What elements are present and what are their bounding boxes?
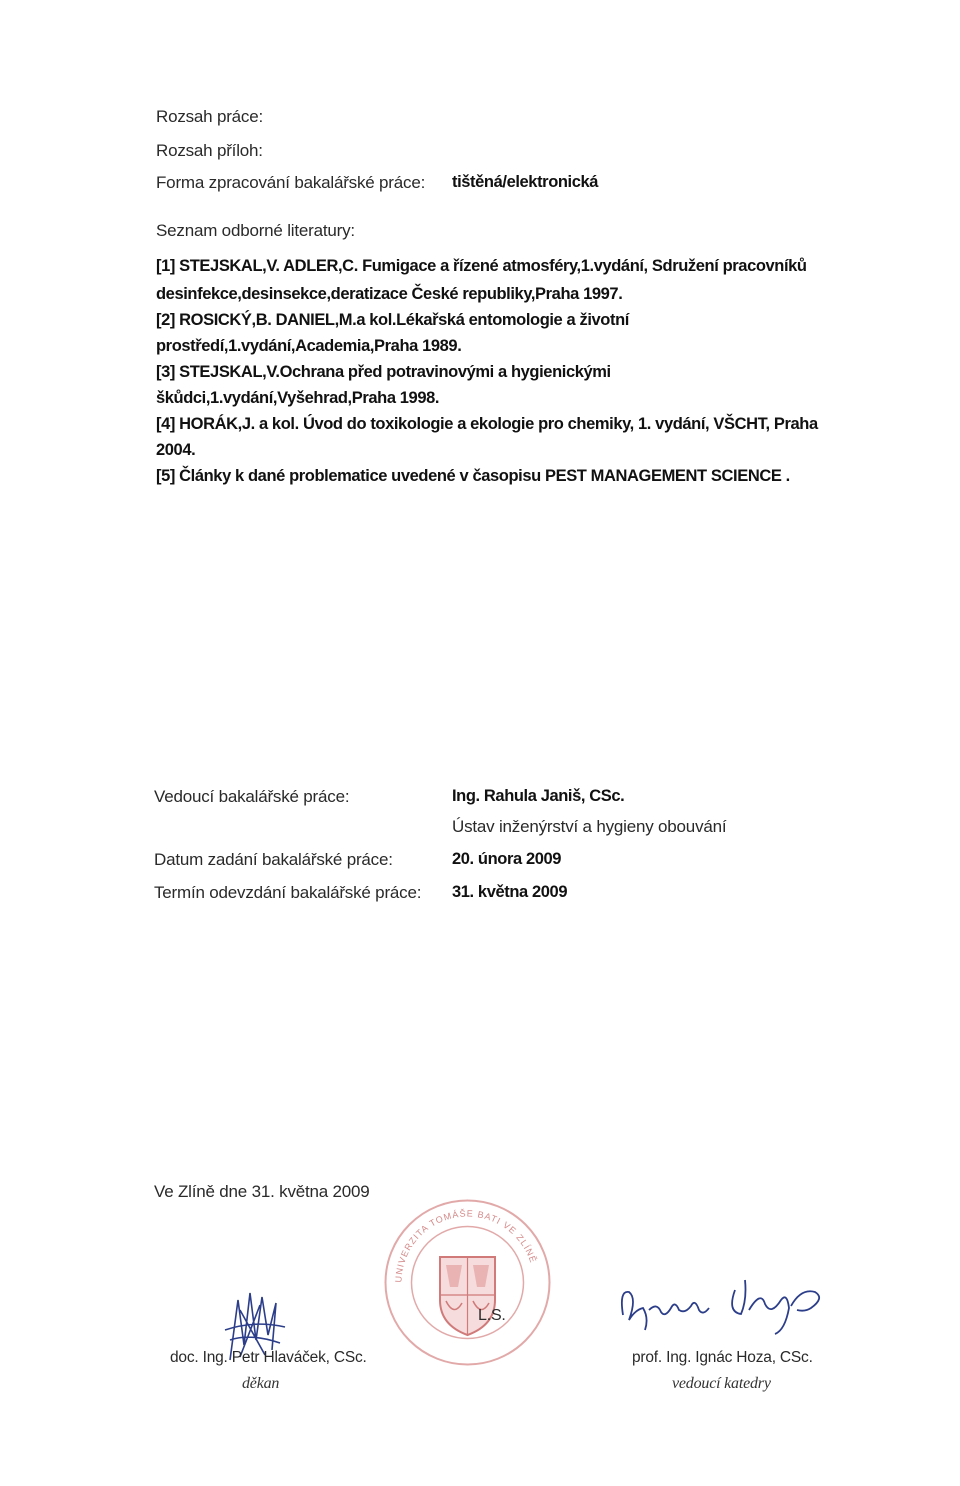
place-date: Ve Zlíně dne 31. května 2009 — [154, 1182, 370, 1201]
literature-line: [1] STEJSKAL,V. ADLER,C. Fumigace a řízené atmosféry,1.vydání, Sdružení pracovníků — [156, 257, 807, 275]
datum-zadani-label: Datum zadání bakalářské práce: — [154, 850, 393, 869]
literature-heading: Seznam odborné literatury: — [156, 221, 355, 240]
head-role: vedoucí katedry — [672, 1375, 771, 1392]
datum-zadani-value: 20. února 2009 — [452, 850, 562, 868]
dean-name: doc. Ing. Petr Hlaváček, CSc. — [170, 1349, 367, 1366]
termin-odevzdani-value: 31. května 2009 — [452, 883, 568, 901]
rozsah-priloh-label: Rozsah příloh: — [156, 141, 263, 160]
signature-head-icon — [615, 1270, 835, 1340]
literature-line: [5] Články k dané problematice uvedené v časopisu PEST MANAGEMENT SCIENCE . — [156, 467, 790, 485]
vedouci-department: Ústav inženýrství a hygieny obouvání — [452, 817, 727, 836]
ls-mark: L.S. — [478, 1307, 506, 1324]
vedouci-name: Ing. Rahula Janiš, CSc. — [452, 787, 625, 805]
forma-label: Forma zpracování bakalářské práce: — [156, 173, 426, 192]
literature-line: škůdci,1.vydání,Vyšehrad,Praha 1998. — [156, 389, 440, 407]
rozsah-prace-label: Rozsah práce: — [156, 107, 264, 126]
literature-line: [2] ROSICKÝ,B. DANIEL,M.a kol.Lékařská entomologie a životní — [156, 311, 629, 329]
stamp-ring-text: UNIVERZITA TOMÁŠE BATI VE ZLÍNĚ — [393, 1208, 539, 1283]
literature-line: [4] HORÁK,J. a kol. Úvod do toxikologie a ekologie pro chemiky, 1. vydání, VŠCHT, Praha — [156, 415, 818, 433]
head-name: prof. Ing. Ignác Hoza, CSc. — [632, 1349, 813, 1366]
literature-line: desinfekce,desinsekce,deratizace České republiky,Praha 1997. — [156, 285, 623, 303]
dean-role: děkan — [242, 1375, 280, 1392]
forma-value: tištěná/elektronická — [452, 173, 599, 191]
official-stamp-icon — [380, 1195, 555, 1370]
literature-line: 2004. — [156, 441, 196, 459]
vedouci-label: Vedoucí bakalářské práce: — [154, 787, 350, 806]
literature-line: prostředí,1.vydání,Academia,Praha 1989. — [156, 337, 462, 355]
termin-odevzdani-label: Termín odevzdání bakalářské práce: — [154, 883, 422, 902]
literature-line: [3] STEJSKAL,V.Ochrana před potravinovými a hygienickými — [156, 363, 611, 381]
